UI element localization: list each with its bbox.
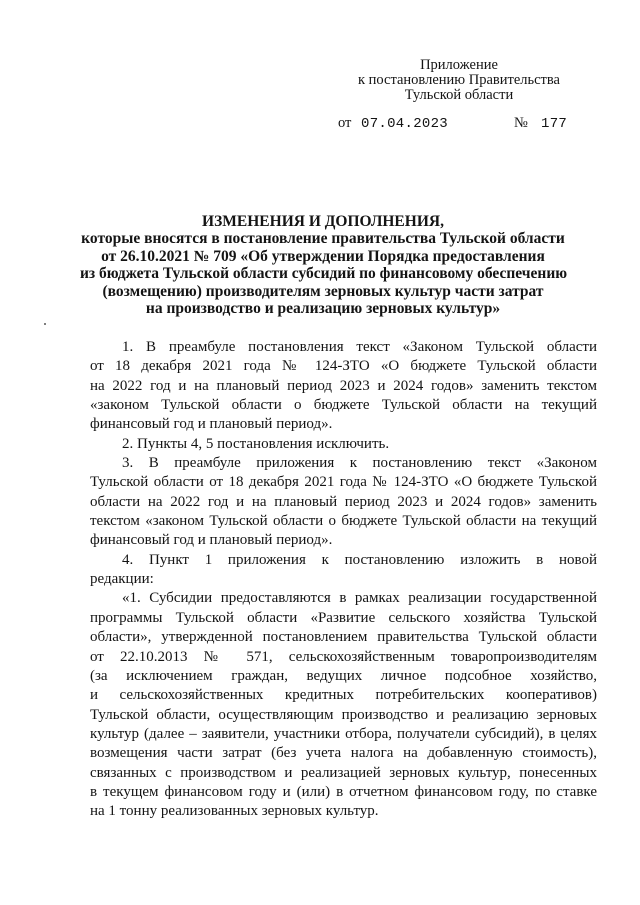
document-body [90,338,597,822]
body-line: 3. В преамбуле приложения к постановлению текст «Законом [122,455,597,472]
body-line: области», утвержденной постановлением правительства Тульской области [90,629,597,646]
appendix-line-1: Приложение [420,57,498,73]
title-line: ИЗМЕНЕНИЯ И ДОПОЛНЕНИЯ, [202,213,444,230]
document-title [80,213,566,317]
body-line: финансовый год и плановый период». [90,532,333,549]
body-line: программы Тульской области «Развитие сельского хозяйства Тульской [90,609,597,626]
body-line: от 22.10.2013 № 571, сельскохозяйственным товаропроизводителям [90,648,597,665]
body-line: от 18 декабря 2021 года № 124-ЗТО «О бюджете Тульской области [90,358,597,375]
appendix-header [349,58,569,103]
body-line: 1. В преамбуле постановления текст «Законом Тульской области [122,339,597,355]
title-line: от 26.10.2021 № 709 «Об утверждении Порядка предоставления [101,247,545,265]
title-line: которые вносятся в постановление правительства Тульской области [81,230,565,248]
appendix-line-3: Тульской области [404,87,514,103]
registration-from-label: от [338,115,352,131]
body-line: области на 2022 год и на плановый период 2023 и 2024 годов» заменить [90,493,597,510]
registration-number-sign: № [514,115,528,131]
body-line: финансовый год и плановый период». [90,416,333,433]
body-line: культур (далее – заявители, участники отбора, получатели субсидий), в целях [90,725,597,742]
scan-dot [44,323,46,325]
registration-date: 07.04.2023 [361,116,449,132]
title-line: (возмещению) производителям зерновых культур части затрат [102,282,544,300]
body-line: в текущем финансовом году и (или) в отчетном финансовом году, по ставке [90,783,597,800]
body-line: на 1 тонну реализованных зерновых культур. [90,803,379,820]
body-line: Тульской области, осуществляющим производство и реализацию зерновых [90,706,597,723]
registration-number: 177 [541,116,568,132]
body-line: «законом Тульской области о бюджете Тульской области на текущий [90,397,597,414]
body-line: на 2022 год и на плановый период 2023 и 2024 годов» заменить текстом [90,377,597,394]
body-line: и сельскохозяйственных кредитных потребительских кооперативов) [90,687,597,704]
body-line: текстом «законом Тульской области о бюджете Тульской области на текущий [90,513,597,530]
body-line: Тульской области от 18 декабря 2021 года № 124-ЗТО «О бюджете Тульской [90,474,597,491]
body-line: (за исключением граждан, ведущих личное подсобное хозяйство, [90,667,597,684]
body-line: «1. Субсидии предоставляются в рамках реализации государственной [122,590,597,607]
body-line: редакции: [90,571,154,588]
title-line: из бюджета Тульской области субсидий по финансовому обеспечению [80,265,568,283]
body-line: 4. Пункт 1 приложения к постановлению изложить в новой [122,551,597,568]
title-line: на производство и реализацию зерновых культур» [145,300,501,318]
appendix-line-2: к постановлению Правительства [358,72,560,88]
body-line: возмещения части затрат (без учета налога на добавленную стоимость), [90,745,597,762]
body-line: 2. Пункты 4, 5 постановления исключить. [122,435,390,452]
body-line: связанных с производством и реализацией зерновых культур, понесенных [90,764,597,781]
